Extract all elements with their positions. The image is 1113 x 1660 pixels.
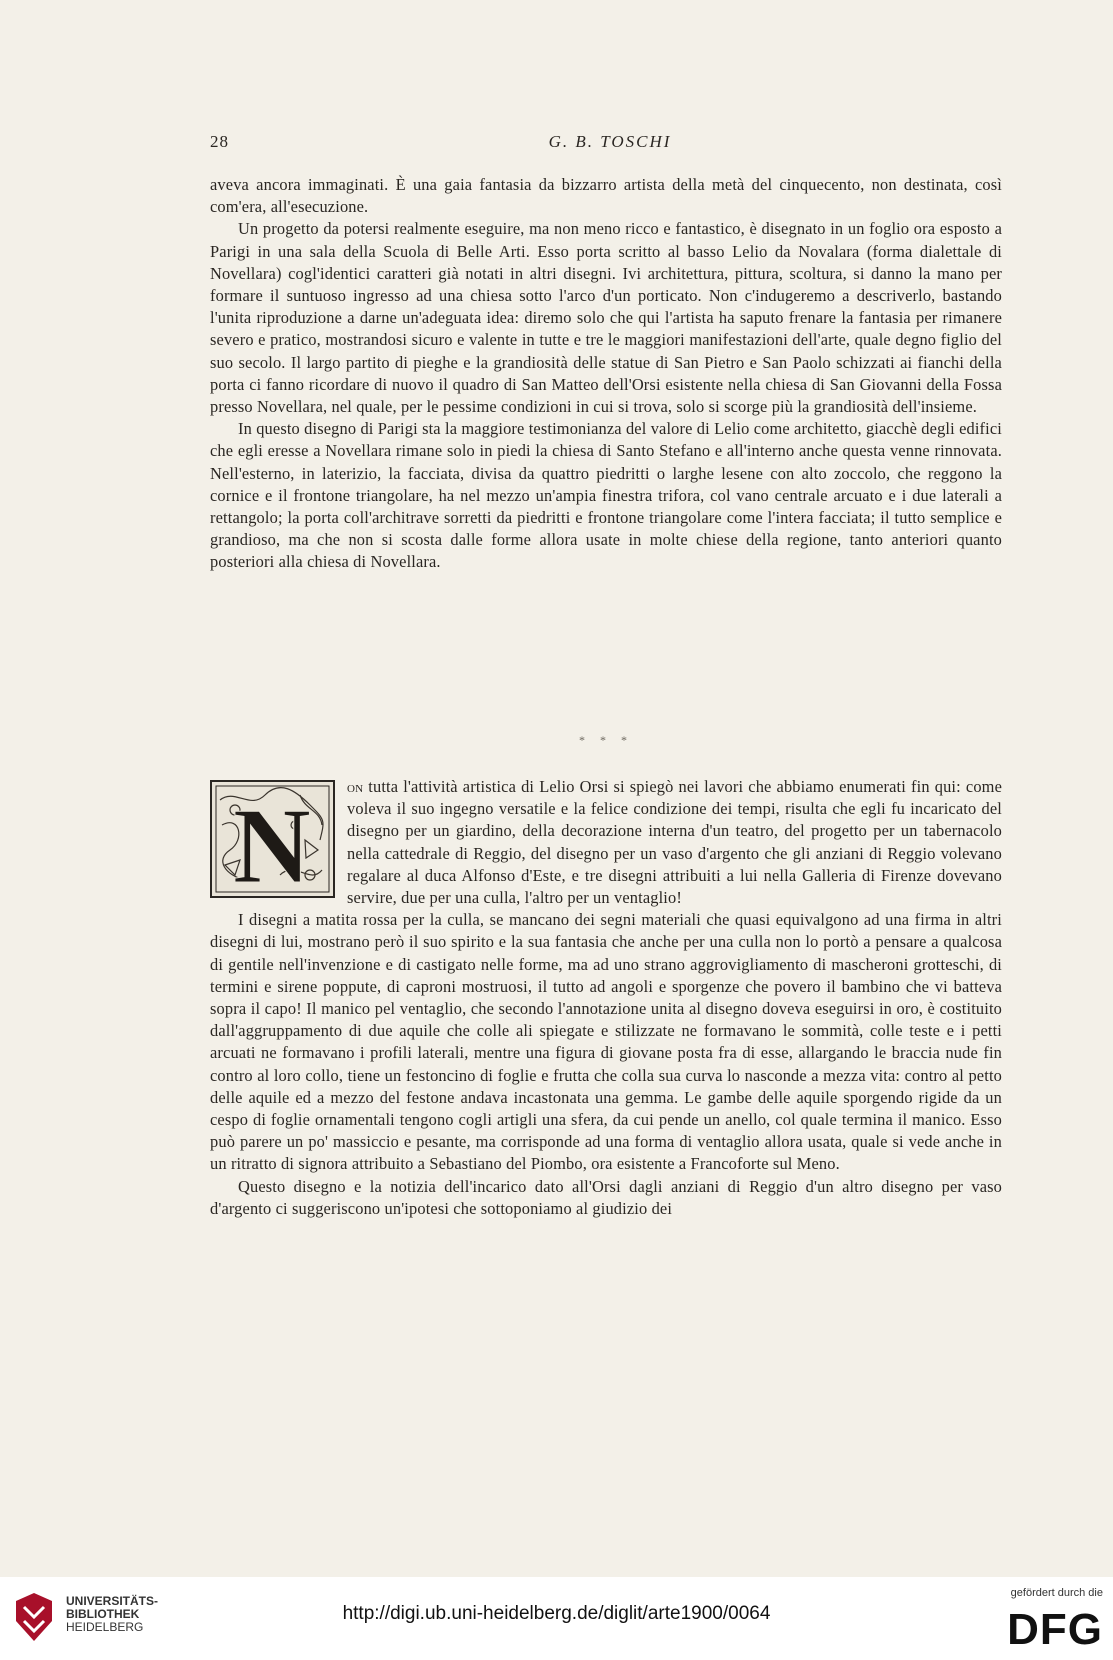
first-word-rest: on [347, 777, 364, 796]
page-number: 28 [210, 132, 229, 151]
permalink-url[interactable]: http://digi.ub.uni-heidelberg.de/diglit/arte1900/0064 [342, 1603, 771, 1624]
paragraph: Un progetto da potersi realmente eseguire, ma non meno ricco e fantastico, è disegnato in un foglio ora esposto a Parigi in una sala della Scuola di Belle Arti. Esso porta scritto al basso Lelio da Novalara (forma dialettale di Novellara) cogl'identici caratteri già notati in altri disegni. Ivi architettura, pittura, scoltura, si danno la mano per formare il suntuoso ingresso ad una chiesa sotto l'arco d'un porticato. Non c'indugeremo a descriverlo, bastando l'unita riproduzione a darne un'adeguata idea: diremo solo che qui l'artista ha saputo frenare la fantasia per rimanere severo e pratico, mostrandosi sicuro e valente in tutte e tre le maggiori manifestazioni dell'arte, quale degno figlio del suo secolo. Il largo partito di pieghe e la grandiosità delle statue di San Pietro e San Paolo schizzati ai fianchi della porta ci fanno ricordare di nuovo il quadro di San Matteo dell'Orsi esistente nella chiesa di San Giovanni della Fossa presso Novellara, nel quale, per le pessime condizioni in cui si trova, solo si scorge più la grandiosità dell'insieme. [210, 219, 1002, 417]
paragraph: In questo disegno di Parigi sta la maggiore testimonianza del valore di Lelio come architetto, giacchè degli edifici che egli eresse a Novellara rimane solo in piedi la chiesa di Santo Stefano e all'interno anche questa venne rinnovata. Nell'esterno, in laterizio, la facciata, divisa da quattro piedritti o larghe lesene con alto zoccolo, che reggono la cornice e il frontone triangolare, ha nel mezzo un'ampia finestra trifora, col vano centrale arcuato e i due laterali a rettangolo; la porta coll'architrave sorretti da piedritti e frontone triangolare come l'intera facciata; il tutto semplice e grandioso, ma che non si scosta dalle forme allora usate in molte chiese della regione, tanto anteriori quanto posteriori alla chiesa di Novellara. [210, 419, 1002, 572]
page-header [210, 132, 1010, 156]
section-separator: * * * [579, 733, 633, 747]
body-text-top [210, 174, 1002, 574]
paragraph: I disegni a matita rossa per la culla, se mancano dei segni materiali che quasi equivalgono ad una firma in altri disegni di lui, mostrano però il suo spirito e la sua fantasia che anche per una culla non lo portò a pensare a qualcosa di gentile nell'invenzione e di castigato nelle forme, ma ad uno strano aggrovigliamento di mascheroni grotteschi, di termini e sirene poppute, di caproni mostruosi, il tutto ad angoli e sporgenze che povero il bambino che vi batteva sopra il capo! Il manico pel ventaglio, che secondo l'annotazione unita al disegno doveva eseguirsi in oro, è costituito dall'aggruppamento di due aquile che colle ali spiegate e stilizzate ne formavano le sommità, colle teste e i petti arcuati ne formavano i profili laterali, mentre una figura di giovane posta fra di esse, allargando le braccia nude fin contro al loro collo, tiene un festoncino di foglie e frutta che colla sua curva lo nasconde a mezza vita: contro al petto delle aquile ed a mezzo del festone andava incastonata una gemma. Le gambe delle aquile sporgendo rigide da un cespo di foglie ornamentali tengono cogli artigli una sfera, da cui pende un anello, col quale termina il manico. Esso può parere un po' massiccio e pesante, ma corrisponde ad una forma di ventaglio allora usata, quale si vede anche in un ritratto di signora attribuito a Sebastiano del Piombo, ora esistente a Francoforte sul Meno. [210, 910, 1002, 1174]
running-head: G. B. TOSCHI [548, 132, 672, 151]
viewer-footer [0, 1577, 1113, 1660]
paragraph: Questo disegno e la notizia dell'incarico dato all'Orsi dagli anziani di Reggio d'un altro disegno per vaso d'argento ci suggeriscono un'ipotesi che sottoponiamo al giudizio dei [210, 1176, 1002, 1218]
paragraph: aveva ancora immaginati. È una gaia fantasia da bizzarro artista della metà del cinquecento, non destinata, così com'era, all'esecuzione. [210, 175, 1002, 217]
body-text-bottom [210, 776, 1002, 1220]
decorated-initial [210, 780, 335, 898]
sponsor-label: gefördert durch die [1010, 1587, 1103, 1599]
dfg-logo: DFG [1007, 1605, 1103, 1654]
library-name: UNIVERSITÄTS- BIBLIOTHEK HEIDELBERG [66, 1594, 159, 1634]
initial-letter: N [232, 787, 312, 898]
paragraph-text: tutta l'attività artistica di Lelio Orsi si spiegò nei lavori che abbiamo enumerati fin qui: come voleva il suo ingegno versatile e la felice condizione dei tempi, risulta che egli fu incaricato del disegno per un giardino, della decorazione interna d'un teatro, del progetto per un tabernacolo nella cattedrale di Reggio, del disegno per un vaso d'argento che gli anziani di Reggio volevano regalare al duca Alfonso d'Este, e tre disegni attribuiti a lui nella Galleria di Firenze dovevano servire, due per una culla, l'altro per un ventaglio! [347, 777, 1002, 908]
